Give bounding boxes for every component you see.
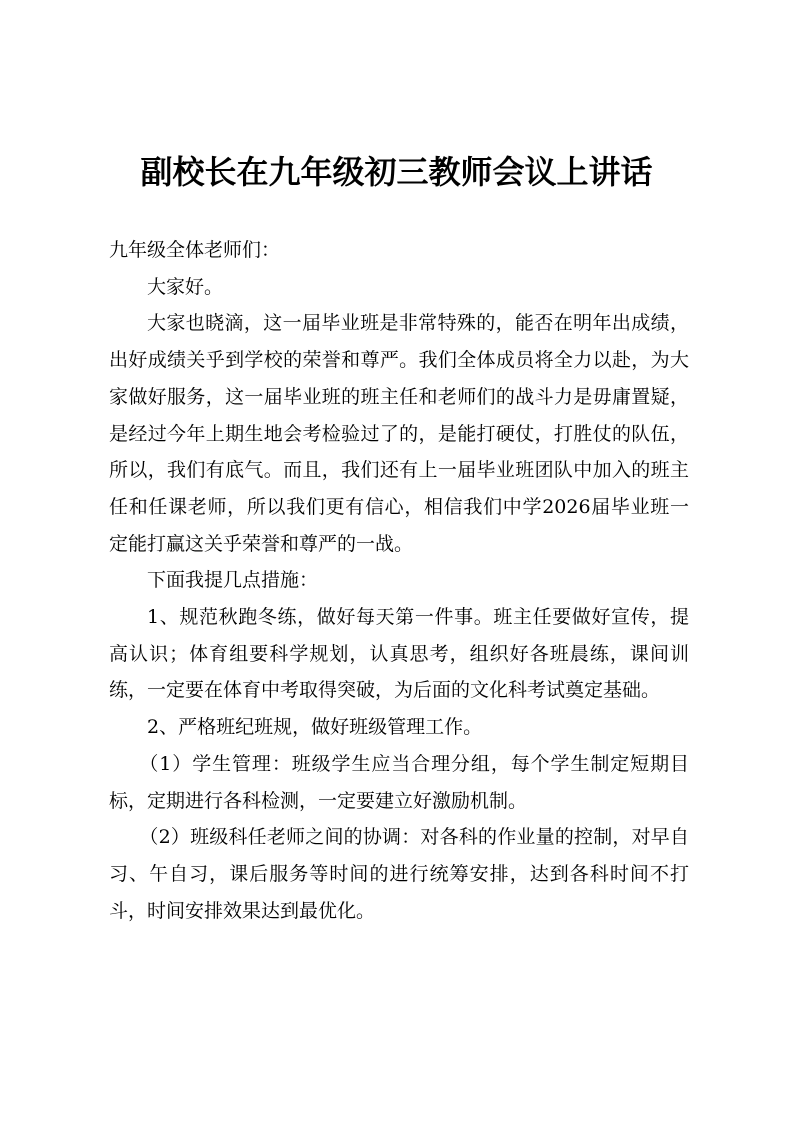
document-body bbox=[109, 232, 689, 929]
paragraph-greeting: 大家好。 bbox=[147, 275, 224, 298]
paragraph-measure-2: 2、严格班纪班规，做好班级管理工作。 bbox=[147, 716, 483, 739]
paragraph-measures-heading: 下面我提几点措施： bbox=[147, 569, 319, 592]
salutation: 九年级全体老师们： bbox=[109, 239, 281, 261]
paragraph-measure-1: 1、规范秋跑冬练，做好每天第一件事。班主任要做好宣传，提高认识；体育组要科学规划，认真思考，组织好各班晨练，课间训练，一定要在体育中考取得突破，为后面的文化科考试奠定基础。 bbox=[109, 606, 689, 702]
paragraph-measure-2-2: （2）班级科任老师之间的协调：对各科的作业量的控制，对早自习、午自习，课后服务等时间的进行统筹安排，达到各科时间不打斗，时间安排效果达到最优化。 bbox=[109, 826, 689, 922]
document-title: 副校长在九年级初三教师会议上讲话 bbox=[140, 153, 653, 191]
paragraph-measure-2-1: （1）学生管理：班级学生应当合理分组，每个学生制定短期目标，定期进行各科检测，一定要建立好激励机制。 bbox=[109, 752, 689, 812]
paragraph-intro: 大家也晓滴，这一届毕业班是非常特殊的，能否在明年出成绩，出好成绩关乎到学校的荣誉和尊严。我们全体成员将全力以赴，为大家做好服务，这一届毕业班的班主任和老师们的战斗力是毋庸置疑，是经过今年上期生地会考检验过了的，是能打硬仗，打胜仗的队伍，所以，我们有底气。而且，我们还有上一届毕业班团队中加入的班主任和任课老师，所以我们更有信心，相信我们中学2026届毕业班一定能打赢这关乎荣誉和尊严的一战。 bbox=[109, 312, 689, 555]
